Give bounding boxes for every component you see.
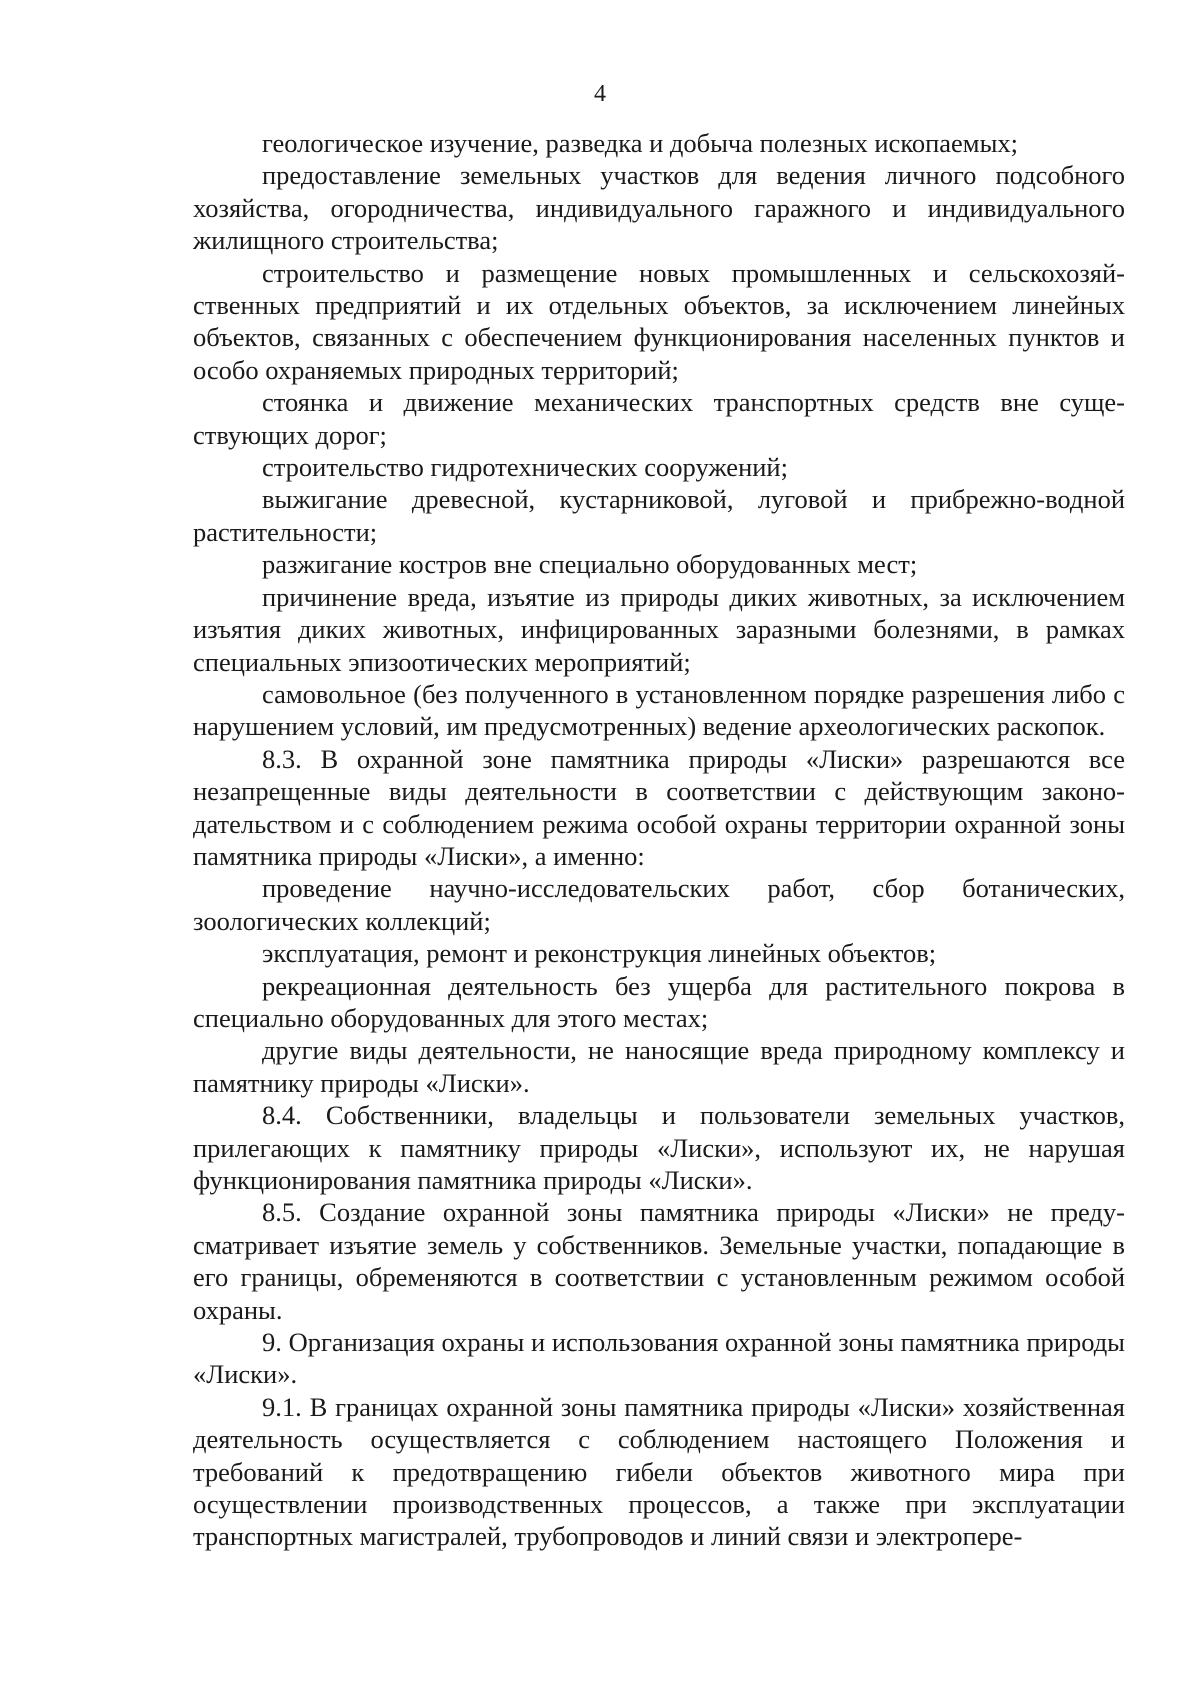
paragraph-land-plots: предоставление земельных участков для ведения личного подсобного хозяйства, огородничества, индивидуального гаражного и индивидуального жилищного строительства;: [193, 160, 1125, 256]
paragraph-other-activities: другие виды деятельности, не наносящие вреда природному комплексу и памятнику природы «Лиски».: [193, 1035, 1125, 1098]
paragraph-vegetation-burning: выжигание древесной, кустарниковой, луговой и прибрежно-водной растительности;: [193, 484, 1125, 547]
paragraph-hydro-construction: строительство гидротехнических сооружений;: [262, 452, 788, 483]
document-body: [193, 127, 1125, 1553]
page-number: 4: [594, 81, 606, 107]
paragraph-section-8-5: 8.5. Создание охранной зоны памятника природы «Лиски» не предусматривает изъятие земель у собственников. Земельные участки, попадающие в его границы, обременяются в соответствии с установленным режимом особой охраны.: [193, 1197, 1125, 1325]
paragraph-construction: строительство и размещение новых промышленных и сельскохозяйственных предприятий и их отдельных объектов, за исключением линейных объектов, связанных с обеспечением функционирования населенных пунктов и особо охраняемых природных территорий;: [193, 257, 1125, 385]
paragraph-wildlife-harm: причинение вреда, изъятие из природы диких животных, за исключением изъятия диких животных, инфицированных заразными болезнями, в рамках специальных эпизоотических мероприятий;: [193, 581, 1125, 677]
paragraph-section-9: 9. Организация охраны и использования охранной зоны памятника природы «Лиски».: [193, 1327, 1125, 1390]
paragraph-section-9-1: 9.1. В границах охранной зоны памятника природы «Лиски» хозяйственная деятельность осуществляется с соблюдением настоящего Положения и требований к предотвращению гибели объектов животного мира при осуществлении производственных процессов, а также при эксплуатации транспортных магистралей, трубопроводов и линий связи и электропере-: [193, 1391, 1125, 1552]
paragraph-section-8-3: 8.3. В охранной зоне памятника природы «Лиски» разрешаются все незапрещенные виды деятельности в соответствии с действующим законодательством и с соблюдением режима особой охраны территории охранной зоны памятника природы «Лиски», а именно:: [193, 743, 1125, 871]
paragraph-geological-study: геологическое изучение, разведка и добыча полезных ископаемых;: [262, 128, 1018, 158]
paragraph-research: проведение научно-исследовательских работ, сбор ботанических, зоологических коллекций;: [193, 873, 1125, 936]
paragraph-campfires: разжигание костров вне специально оборудованных мест;: [262, 549, 918, 580]
paragraph-recreation: рекреационная деятельность без ущерба для растительного покрова в специально оборудованных для этого местах;: [193, 970, 1125, 1033]
paragraph-section-8-4: 8.4. Собственники, владельцы и пользователи земельных участков, прилегающих к памятнику природы «Лиски», используют их, не нарушая функционирования памятника природы «Лиски».: [193, 1100, 1125, 1195]
paragraph-vehicles: стоянка и движение механических транспортных средств вне существующих дорог;: [193, 387, 1125, 450]
paragraph-linear-objects: эксплуатация, ремонт и реконструкция линейных объектов;: [262, 938, 937, 969]
paragraph-archaeology: самовольное (без полученного в установленном порядке разрешения либо с нарушением условий, им предусмотренных) ведение археологических раскопок.: [193, 678, 1125, 742]
